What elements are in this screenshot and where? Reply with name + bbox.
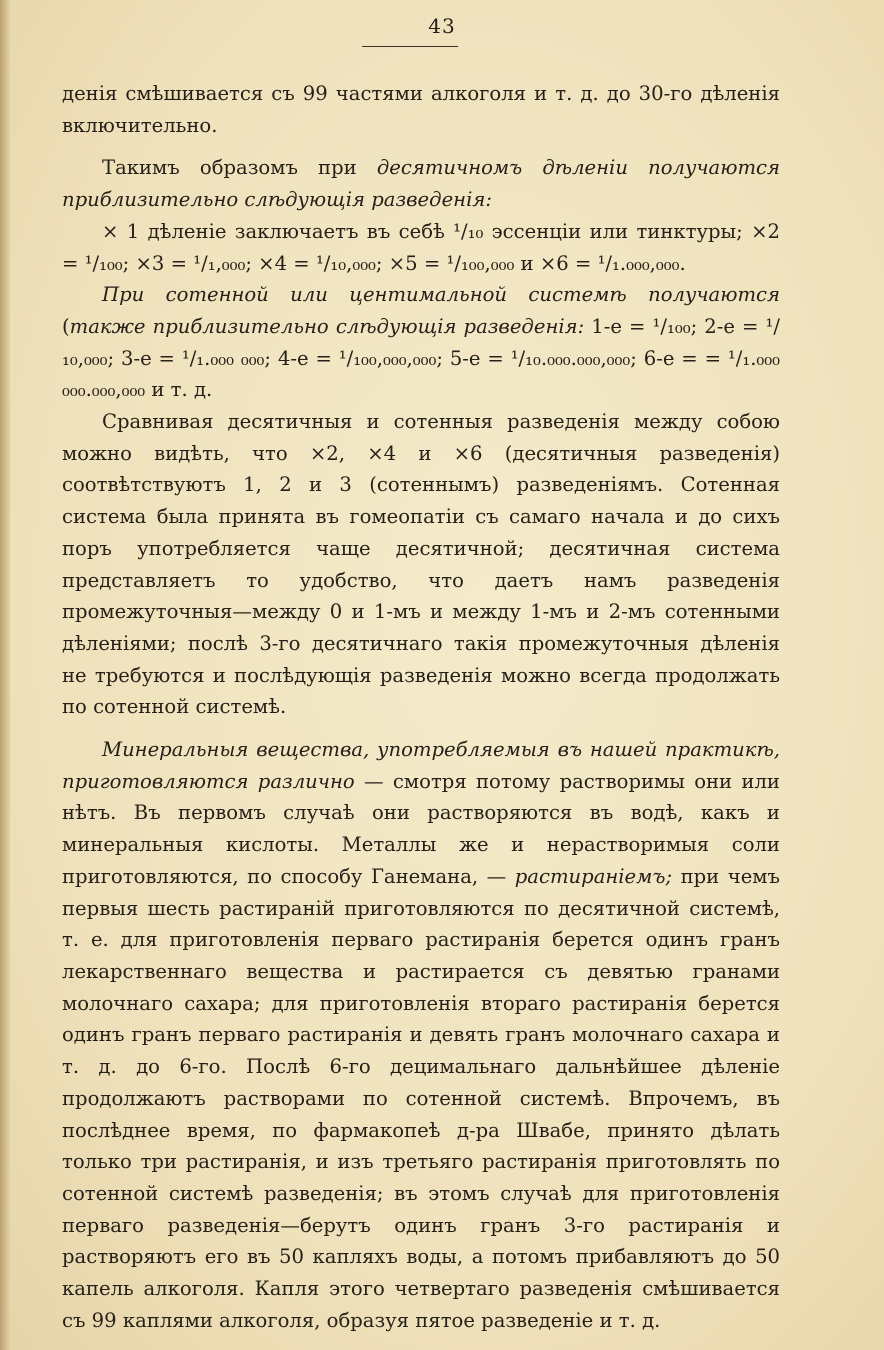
text-segment: Сравнивая десятичныя и сотенныя разведенія между собою можно видѣть, что ×2, ×4 и ×6 (десятичныя разведенія) соотвѣтствуютъ 1, 2 и 3 (сотеннымъ) разведеніямъ. Сотенная система была принята въ гомеопатіи съ самаго начала и до сихъ поръ употребляется чаще десятичной; десятичная система представляетъ то удобство, что даетъ намъ разведенія промежуточныя—между 0 и 1-мъ и между 1-мъ и 2-мъ сотенными дѣленіями; послѣ 3-го десятичнаго такія промежуточныя дѣленія не требуются и послѣдующія разведенія можно всегда продолжать по сотенной системѣ. <box>62 410 780 719</box>
paragraph <box>62 734 780 1336</box>
italic-text-segment: также приблизительно слѣдующія разведенія: <box>69 314 585 338</box>
text-segment: × 1 дѣленіе заключаетъ въ себѣ ¹/₁₀ эссенціи или тинктуры; ×2 = ¹/₁₀₀; ×3 = ¹/₁,₀₀₀; ×4 = ¹/₁₀,₀₀₀; ×5 = ¹/₁₀₀,₀₀₀ и ×6 = ¹/₁.₀₀₀,₀₀₀. <box>62 219 780 275</box>
italic-text-segment: десятичномъ дѣленіи получаются приблизительно слѣдующія разведенія: <box>62 156 780 212</box>
page-body <box>62 78 780 1336</box>
paragraph <box>62 152 780 215</box>
text-segment: Такимъ образомъ при <box>102 156 377 180</box>
italic-text-segment: растираніемъ; <box>514 864 673 888</box>
page-number: 43 <box>428 14 456 38</box>
text-segment: — смотря потому растворимы они или нѣтъ. Въ первомъ случаѣ они растворяются въ водѣ, какъ и минеральныя кислоты. Металлы же и нерастворимыя соли приготовляются, по способу Ганемана, — <box>62 769 780 888</box>
formula-line <box>62 216 780 279</box>
page-spine-shadow <box>0 0 10 1350</box>
text-segment: ( <box>62 314 70 338</box>
text-segment: 1-е = ¹/₁₀₀; 2-е = ¹/₁₀,₀₀₀; 3-е = ¹/₁.₀₀₀ ₀₀₀; 4-е = ¹/₁₀₀,₀₀₀,₀₀₀; 5-е = ¹/₁₀.₀₀₀.₀₀₀,₀₀₀; 6-е = = ¹/₁.₀₀₀ ₀₀₀.₀₀₀,₀₀₀ и т. д. <box>62 314 780 402</box>
paragraph <box>62 406 780 723</box>
italic-text-segment: Минеральныя вещества, употребляемыя въ нашей практикѣ, приготовляются различно <box>62 738 780 793</box>
text-segment: при чемъ первыя шесть растираній приготовляются по десятичной системѣ, т. е. для приготовленія перваго растиранія берется одинъ гранъ лекарственнаго вещества и растирается съ девятью гранами молочнаго сахара; для приготовленія втораго растиранія берется одинъ гранъ перваго растиранія и девять гранъ молочнаго сахара и т. д. до 6-го. Послѣ 6-го децимальнаго дальнѣйшее дѣленіе продолжаютъ растворами по сотенной системѣ. Впрочемъ, въ послѣднее время, по фармакопеѣ д-ра Швабе, принято дѣлать только три растиранія, и изъ третьяго растиранія приготовлять по сотенной системѣ разведенія; въ этомъ случаѣ для приготовленія перваго разведенія—берутъ одинъ гранъ 3-го растиранія и растворяютъ его въ 50 капляхъ воды, а потомъ прибавляютъ до 50 капель алкоголя. Капля этого четвертаго разведенія смѣшивается съ 99 каплями алкоголя, образуя пятое разведеніе и т. д. <box>62 864 780 1332</box>
header-rule <box>362 46 458 47</box>
text-segment: денія смѣшивается съ 99 частями алкоголя и т. д. до 30-го дѣленія включительно. <box>62 82 780 137</box>
italic-text-segment: При сотенной или центимальной системѣ получаются <box>102 283 780 307</box>
paragraph <box>62 78 780 141</box>
paragraph <box>62 279 780 406</box>
